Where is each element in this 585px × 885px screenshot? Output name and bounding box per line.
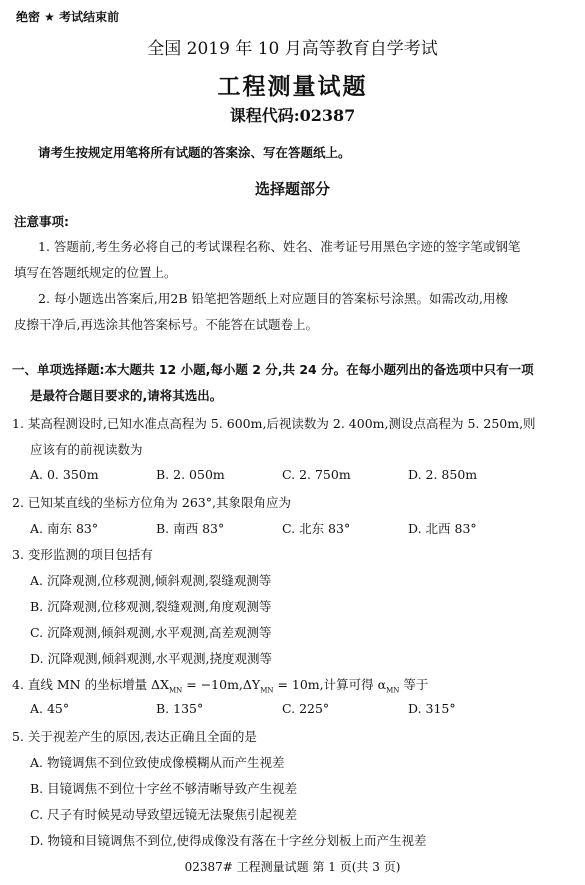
course-code: 课程代码:02387 [229,106,356,125]
question-3-option-d: D. 沉降观测,倾斜观测,水平观测,挠度观测等 [30,651,272,666]
question-3-option-b: B. 沉降观测,位移观测,裂缝观测,角度观测等 [30,599,272,614]
question-1-option-b: B. 2. 050m [156,467,225,482]
question-1-stem-line2: 应该有的前视读数为 [30,442,143,457]
note-item-2 [14,286,574,338]
question-4-option-d: D. 315° [408,701,456,716]
question-2-options [30,519,550,537]
question-4-stem-part3: = 10m,计算可得 α [273,677,387,692]
question-2-stem: 2. 已知某直线的坐标方位角为 263°,其象限角应为 [12,495,291,510]
question-5-option-b: B. 目镜调焦不到位十字丝不够清晰导致产生视差 [30,781,298,796]
question-5-option-c: C. 尺子有时候晃动导致望远镜无法聚焦引起视差 [30,807,298,822]
question-3-stem: 3. 变形监测的项目包括有 [12,547,153,562]
question-1-stem-line1: 1. 某高程测设时,已知水准点高程为 5. 600m,后视读数为 2. 400m,测设点高程为 5. 250m,则 [12,416,536,431]
question-5-stem: 5. 关于视差产生的原因,表达正确且全面的是 [12,729,257,744]
page-footer: 02387# 工程测量试题 第 1 页(共 3 页) [184,860,401,874]
exam-title: 全国 2019 年 10 月高等教育自学考试 [147,39,438,59]
notes-heading: 注意事项: [14,214,69,229]
question-3-option-c: C. 沉降观测,倾斜观测,水平观测,高差观测等 [30,625,272,640]
section-title: 选择题部分 [254,180,330,198]
question-2-option-b: B. 南西 83° [156,521,225,536]
question-5-option-a: A. 物镜调焦不到位致使成像模糊从而产生视差 [30,755,285,770]
question-4-stem-part4: 等于 [399,677,429,692]
question-4-option-b: B. 135° [156,701,204,716]
question-4-options [30,701,550,716]
question-2-option-a: A. 南东 83° [30,521,99,536]
note-item-2-line2: 皮擦干净后,再选涂其他答案标号。不能答在试题卷上。 [14,317,318,332]
question-2-option-c: C. 北东 83° [282,521,351,536]
question-1-option-c: C. 2. 750m [282,467,351,482]
note-item-1 [14,234,574,286]
question-4-option-c: C. 225° [282,701,330,716]
question-4-stem-part1: 4. 直线 MN 的坐标增量 ΔX [12,677,169,692]
question-1-option-a: A. 0. 350m [30,467,99,482]
question-1-options [30,467,550,482]
question-5-option-d: D. 物镜和目镜调焦不到位,使得成像没有落在十字丝分划板上而产生视差 [30,833,427,848]
answer-instruction: 请考生按规定用笔将所有试题的答案涂、写在答题纸上。 [38,145,351,160]
part1-heading-line1: 一、单项选择题:本大题共 12 小题,每小题 2 分,共 24 分。在每小题列出的备选项中只有一项 [12,362,534,377]
question-4-subscript-2: MN [260,686,274,695]
secret-label: 绝密 ★ 考试结束前 [16,10,120,24]
question-4-option-a: A. 45° [30,701,70,716]
question-4-stem [12,675,428,695]
question-3-option-a: A. 沉降观测,位移观测,倾斜观测,裂缝观测等 [30,573,272,588]
subject-title: 工程测量试题 [217,73,368,100]
question-4-stem-part2: = −10m,ΔY [182,677,261,692]
note-item-2-line1: 2. 每小题选出答案后,用2B 铅笔把答题纸上对应题目的答案标号涂黑。如需改动,用橡 [38,291,508,306]
question-1-option-d: D. 2. 850m [408,467,478,482]
note-item-1-line1: 1. 答题前,考生务必将自己的考试课程名称、姓名、准考证号用黑色字迹的签字笔或钢笔 [38,239,521,254]
part1-heading-line2: 是最符合题目要求的,请将其选出。 [30,388,223,403]
part1-heading [12,357,574,409]
question-2-option-d: D. 北西 83° [408,521,477,536]
question-4-subscript-3: MN [386,686,400,695]
question-4-subscript-1: MN [168,686,183,695]
note-item-1-line2: 填写在答题纸规定的位置上。 [14,265,177,280]
